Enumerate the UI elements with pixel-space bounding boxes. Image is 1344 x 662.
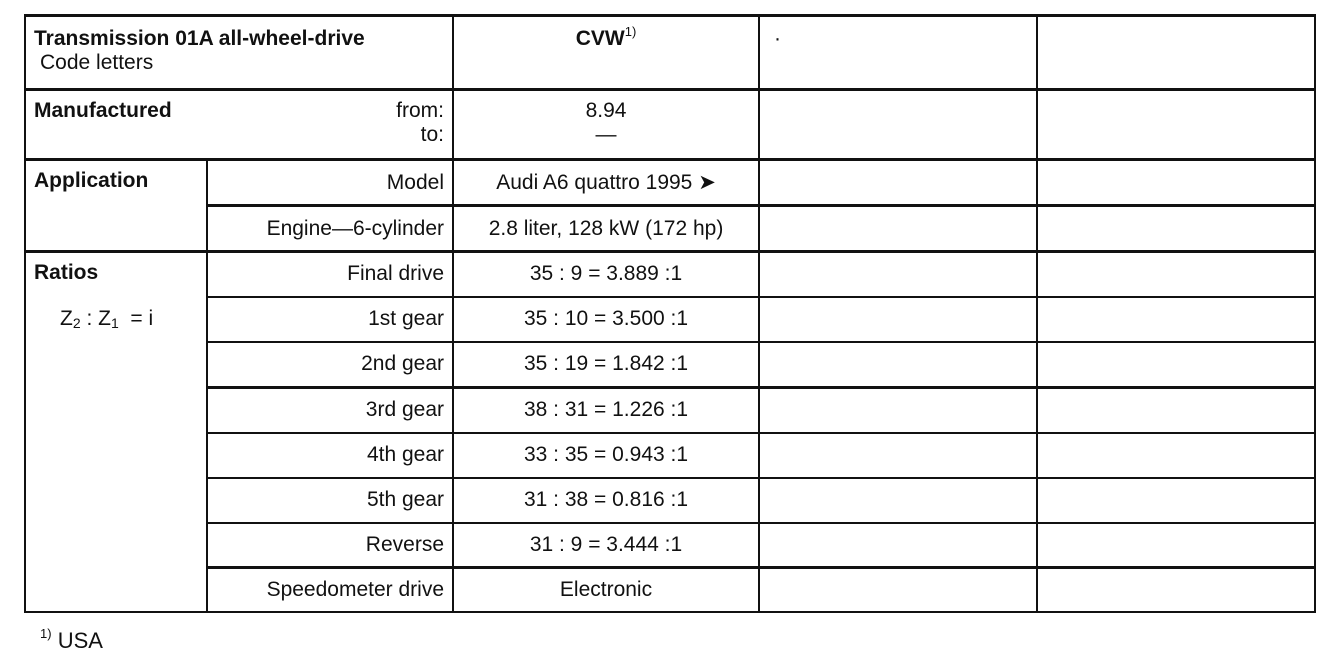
ratio-label-1st-gear: 1st gear: [207, 297, 453, 342]
ratio-value-1st-gear: 35 : 10 = 3.500 :1: [453, 297, 759, 342]
from-label: from:: [396, 99, 444, 122]
ratio-label-reverse: Reverse: [207, 523, 453, 568]
ratio-value-final-drive: 35 : 9 = 3.889 :1: [453, 252, 759, 297]
to-value: —: [595, 123, 617, 146]
footnote-text: USA: [57, 628, 103, 653]
transmission-spec-table: [24, 14, 1316, 613]
ratio-label-3rd-gear: 3rd gear: [207, 388, 453, 433]
blank-cell-5: [759, 160, 1037, 206]
blank-cell-10: [1037, 252, 1315, 297]
model-value: Audi A6 quattro 1995 ➤: [453, 160, 759, 206]
blank-cell-23: [759, 568, 1037, 612]
blank-cell-24: [1037, 568, 1315, 612]
ratio-label-final-drive: Final drive: [207, 252, 453, 297]
speedometer-value: Electronic: [453, 568, 759, 612]
blank-cell-9: [759, 252, 1037, 297]
manufactured-range-labels: [207, 90, 453, 160]
header-subtitle: Code letters: [40, 51, 154, 74]
footnote-marker: 1): [40, 626, 52, 641]
blank-cell-16: [1037, 388, 1315, 433]
ratios-label-cell: [25, 252, 207, 612]
code-cell: [453, 16, 759, 90]
blank-cell-1: [759, 16, 1037, 90]
code-letters: CVW: [575, 27, 625, 50]
blank-cell-19: [759, 478, 1037, 523]
blank-cell-17: [759, 433, 1037, 478]
manufactured-label: Manufactured: [25, 90, 207, 160]
from-value: 8.94: [585, 99, 627, 122]
ratio-value-5th-gear: 31 : 38 = 0.816 :1: [453, 478, 759, 523]
blank-cell-15: [759, 388, 1037, 433]
ratio-value-reverse: 31 : 9 = 3.444 :1: [453, 523, 759, 568]
blank-cell-12: [1037, 297, 1315, 342]
application-label-continued: [25, 206, 207, 252]
blank-cell-7: [759, 206, 1037, 252]
ratio-label-4th-gear: 4th gear: [207, 433, 453, 478]
engine-value: 2.8 liter, 128 kW (172 hp): [453, 206, 759, 252]
header-title: Transmission 01A all-wheel-drive: [34, 27, 365, 50]
ratios-label: Ratios: [34, 261, 99, 284]
blank-cell-18: [1037, 433, 1315, 478]
ratio-value-3rd-gear: 38 : 31 = 1.226 :1: [453, 388, 759, 433]
application-label: Application: [25, 160, 207, 206]
blank-cell-20: [1037, 478, 1315, 523]
blank-cell-22: [1037, 523, 1315, 568]
blank-cell-11: [759, 297, 1037, 342]
code-footnote-marker: 1): [624, 24, 637, 39]
blank-cell-13: [759, 342, 1037, 388]
ratio-label-2nd-gear: 2nd gear: [207, 342, 453, 388]
ratio-formula: $Z_2$ : $Z_1 = i$: [60, 307, 154, 331]
model-label: Model: [207, 160, 453, 206]
blank-cell-3: [759, 90, 1037, 160]
blank-cell-14: [1037, 342, 1315, 388]
ratio-label-5th-gear: 5th gear: [207, 478, 453, 523]
blank-cell-21: [759, 523, 1037, 568]
ratio-value-2nd-gear: 35 : 19 = 1.842 :1: [453, 342, 759, 388]
to-label: to:: [420, 123, 444, 146]
speedometer-label: Speedometer drive: [207, 568, 453, 612]
blank-cell-6: [1037, 160, 1315, 206]
ratio-value-4th-gear: 33 : 35 = 0.943 :1: [453, 433, 759, 478]
stray-dot: ·: [774, 27, 781, 50]
blank-cell-4: [1037, 90, 1315, 160]
manufactured-values: [453, 90, 759, 160]
blank-cell-8: [1037, 206, 1315, 252]
blank-cell-2: [1037, 16, 1315, 90]
engine-label: Engine—6-cylinder: [207, 206, 453, 252]
header-title-cell: [25, 16, 453, 90]
footnote: [40, 628, 103, 654]
